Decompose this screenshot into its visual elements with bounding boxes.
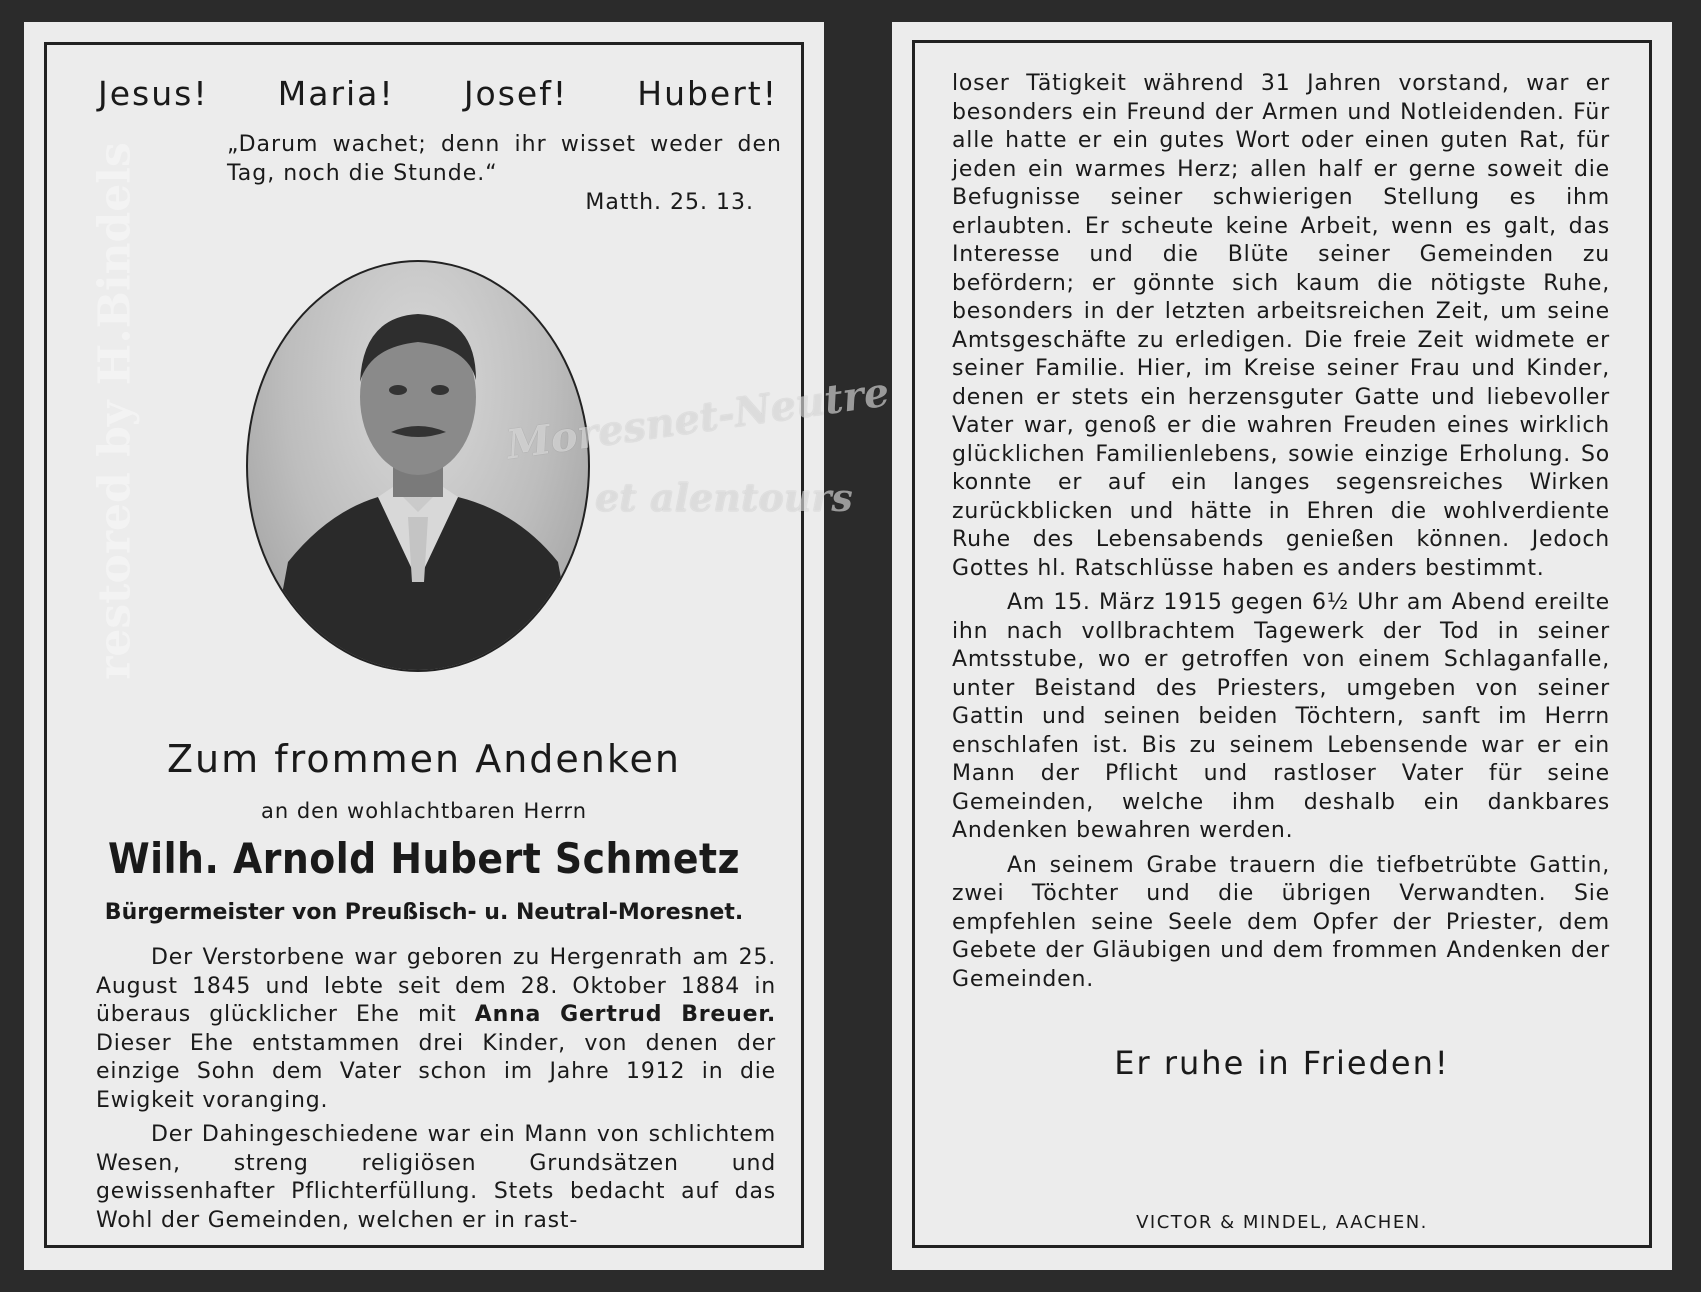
office-title: Bürgermeister von Preußisch- u. Neutral-Moresnet. <box>104 900 744 925</box>
memorial-card-front <box>24 22 824 1270</box>
site-watermark <box>505 365 955 535</box>
invocation-word: Maria! <box>277 74 395 113</box>
biography-paragraph <box>96 1121 776 1235</box>
mourners-paragraph: An seinem Grabe trauern die tiefbetrübte Gattin, zwei Töchter und die übrigen Verwandten. Sie empfehlen seine Seele dem Opfer der Priester, dem Gebete der Gläubigen und dem frommen Andenken der Gemeinden. <box>952 852 1610 992</box>
restorer-credit-text: restored by H.Bindels <box>89 142 141 680</box>
biography-paragraph <box>96 944 776 1115</box>
biography-text-run: Der Verstorbene war geboren zu Hergenrath am 25. August 1845 und lebte seit dem 28. Oktober 1884 in überaus glücklicher Ehe mit <box>96 945 776 1027</box>
closing-blessing: Er ruhe in Frieden! <box>1114 1044 1450 1082</box>
biography-paragraph: loser Tätigkeit während 31 Jahren vorstand, war er besonders ein Freund der Armen und Notleidenden. Für alle hatte er ein gutes Wort oder einen guten Rat, für jeden ein warmes Herz; allen half er gerne soweit die Befugnisse seiner schwierigen Stellung es ihm erlaubten. Er scheute keine Arbeit, wenn es galt, das Interesse und die Blüte seiner Gemeinden zu befördern; er gönnte sich kaum die nötigste Ruhe, besonders in der letzten arbeitsreichen Zeit, um seine Amtsgeschäfte zu erledigen. Die freie Zeit widmete er seiner Familie. Hier, im Kreise seiner Frau und Kinder, denen er stets ein herzensguter Gatte und liebevoller Vater war, genoß er die wahren Freuden eines wirklich glücklichen Familienlebens, sowie einzige Erholung. So konnte er auf ein langes segensreiches Wirken zurückblicken und hätte in Ehren die wohlverdiente Ruhe des Lebensabends genießen können. Jedoch Gottes hl. Ratschlüsse haben es anders bestimmt. <box>952 71 1610 581</box>
spouse-name: Anna Gertrud Breuer. <box>474 1002 777 1027</box>
biography-text-run: Dieser Ehe entstammen drei Kinder, von denen der einzige Sohn dem Vater schon im Jahre 1912 in die Ewigkeit voranging. <box>96 1030 776 1113</box>
bible-quote: „Darum wachet; denn ihr wisset weder den Tag, noch die Stunde.“ <box>227 132 782 186</box>
dedication-line: an den wohlachtbaren Herrn <box>260 799 588 823</box>
invocation-word: Jesus! <box>98 74 209 113</box>
invocation-word: Hubert! <box>637 74 778 113</box>
biography-continued <box>952 70 1610 1000</box>
biography-paragraph: Am 15. März 1915 gegen 6½ Uhr am Abend ereilte ihn nach vollbrachtem Tagewerk der Tod in seiner Amtsstube, wo er getroffen von einem Schlaganfalle, unter Beistand des Priesters, umgeben von seiner Gattin und seinen beiden Töchtern, sanft im Herrn enschlafen ist. Bis zu seinem Lebensende war er ein Mann der Pflicht und rastloser Vater für seine Gemeinden, welche ihm deshalb ein dankbares Andenken bewahren werden. <box>952 590 1610 843</box>
printer-imprint: VICTOR & MINDEL, AACHEN. <box>1136 1212 1428 1233</box>
deceased-name: Wilh. Arnold Hubert Schmetz <box>107 834 740 883</box>
invocation-word: Josef! <box>463 74 569 113</box>
bible-reference: Matth. 25. 13. <box>585 190 754 215</box>
watermark-line: et alentours <box>595 475 853 520</box>
restorer-credit <box>84 142 146 680</box>
watermark-line: Moresnet-Neutre <box>503 368 893 469</box>
memorial-card-back <box>892 22 1672 1270</box>
invocation-line <box>98 74 778 113</box>
memorial-title: Zum frommen Andenken <box>167 737 681 781</box>
biography-text <box>96 944 776 1241</box>
biography-text-run: Der Dahingeschiedene war ein Mann von schlichtem Wesen, streng religiösen Grundsätzen und gewissenhafter Pflichterfüllung. Stets bedacht auf das Wohl der Gemeinden, welchen er in rast- <box>96 1122 776 1233</box>
